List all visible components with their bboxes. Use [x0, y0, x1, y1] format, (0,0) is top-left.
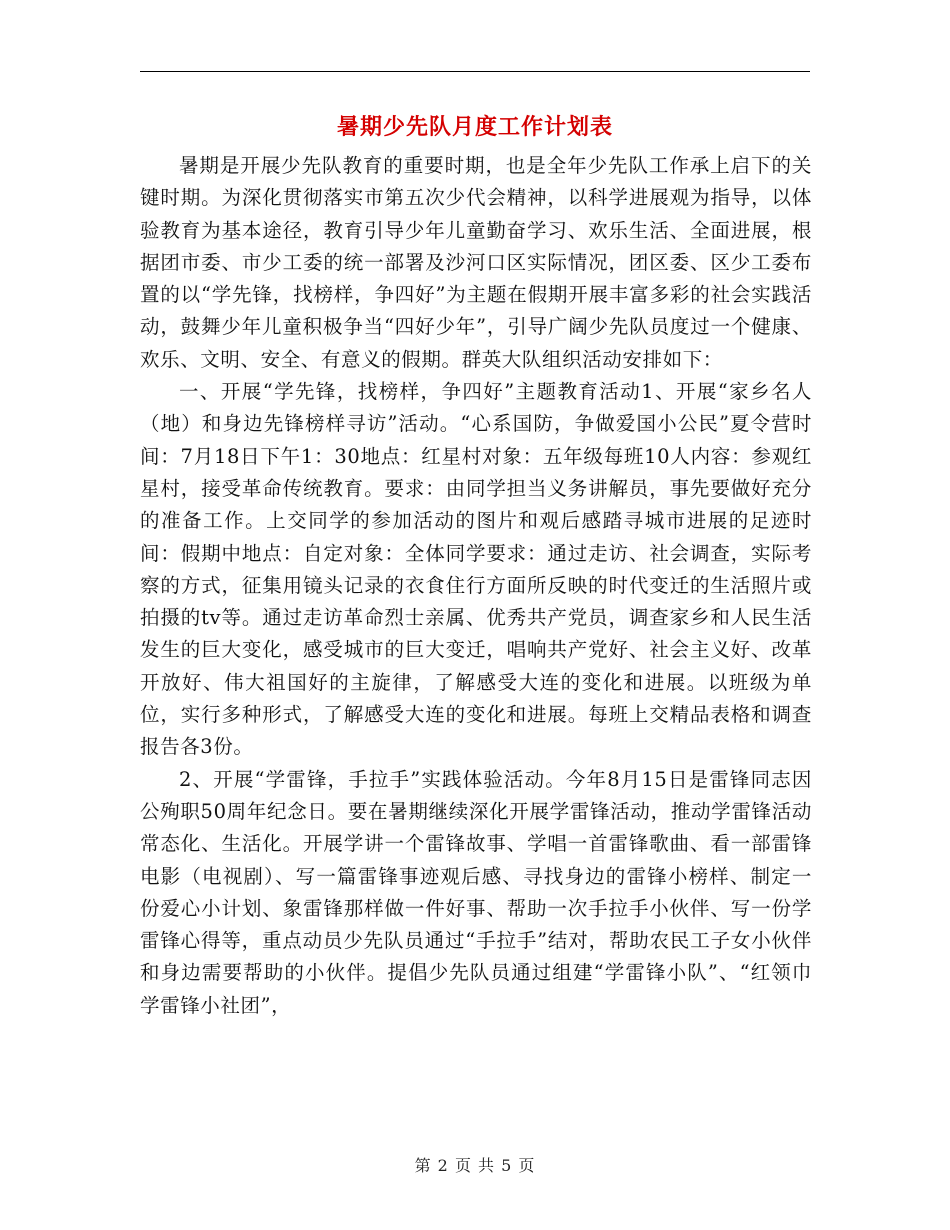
document-body — [140, 150, 812, 1022]
paragraph-intro: 暑期是开展少先队教育的重要时期，也是全年少先队工作承上启下的关键时期。为深化贯彻落实市第五次少代会精神，以科学进展观为指导，以体验教育为基本途径，教育引导少年儿童勤奋学习、欢乐生活、全面进展，根据团市委、市少工委的统一部署及沙河口区实际情况，团区委、区少工委布置的以“学先锋，找榜样，争四好”为主题在假期开展丰富多彩的社会实践活动，鼓舞少年儿童积极争当“四好少年”，引导广阔少先队员度过一个健康、欢乐、文明、安全、有意义的假期。群英大队组织活动安排如下： — [140, 154, 812, 371]
document-title: 暑期少先队月度工作计划表 — [336, 114, 613, 140]
paragraph-section-2: 2、开展“学雷锋，手拉手”实践体验活动。今年8月15日是雷锋同志因公殉职50周年纪念日。要在暑期继续深化开展学雷锋活动，推动学雷锋活动常态化、生活化。开展学讲一个雷锋故事、学唱一首雷锋歌曲、看一部雷锋电影（电视剧）、写一篇雷锋事迹观后感、寻找身边的雷锋小榜样、制定一份爱心小计划、象雷锋那样做一件好事、帮助一次手拉手小伙伴、写一份学雷锋心得等，重点动员少先队员通过“手拉手”结对，帮助农民工子女小伙伴和身边需要帮助的小伙伴。提倡少先队员通过组建“学雷锋小队”、“红领巾学雷锋小社团”， — [140, 767, 812, 1017]
page-footer: 第 2 页 共 5 页 — [414, 1156, 536, 1175]
paragraph-section-1: 一、开展“学先锋，找榜样，争四好”主题教育活动1、开展“家乡名人（地）和身边先锋榜样寻访”活动。“心系国防，争做爱国小公民”夏令营时间：7月18日下午1：30地点：红星村对象：五年级每班10人内容：参观红星村，接受革命传统教育。要求：由同学担当义务讲解员，事先要做好充分的准备工作。上交同学的参加活动的图片和观后感踏寻城市进展的足迹时间：假期中地点：自定对象：全体同学要求：通过走访、社会调查，实际考察的方式，征集用镜头记录的衣食住行方面所反映的时代变迁的生活照片或拍摄的tv等。通过走访革命烈士亲属、优秀共产党员，调查家乡和人民生活发生的巨大变化，感受城市的巨大变迁，唱响共产党好、社会主义好、改革开放好、伟大祖国好的主旋律，了解感受大连的变化和进展。以班级为单位，实行多种形式，了解感受大连的变化和进展。每班上交精品表格和调查报告各3份。 — [140, 380, 812, 759]
header-rule — [140, 71, 810, 72]
